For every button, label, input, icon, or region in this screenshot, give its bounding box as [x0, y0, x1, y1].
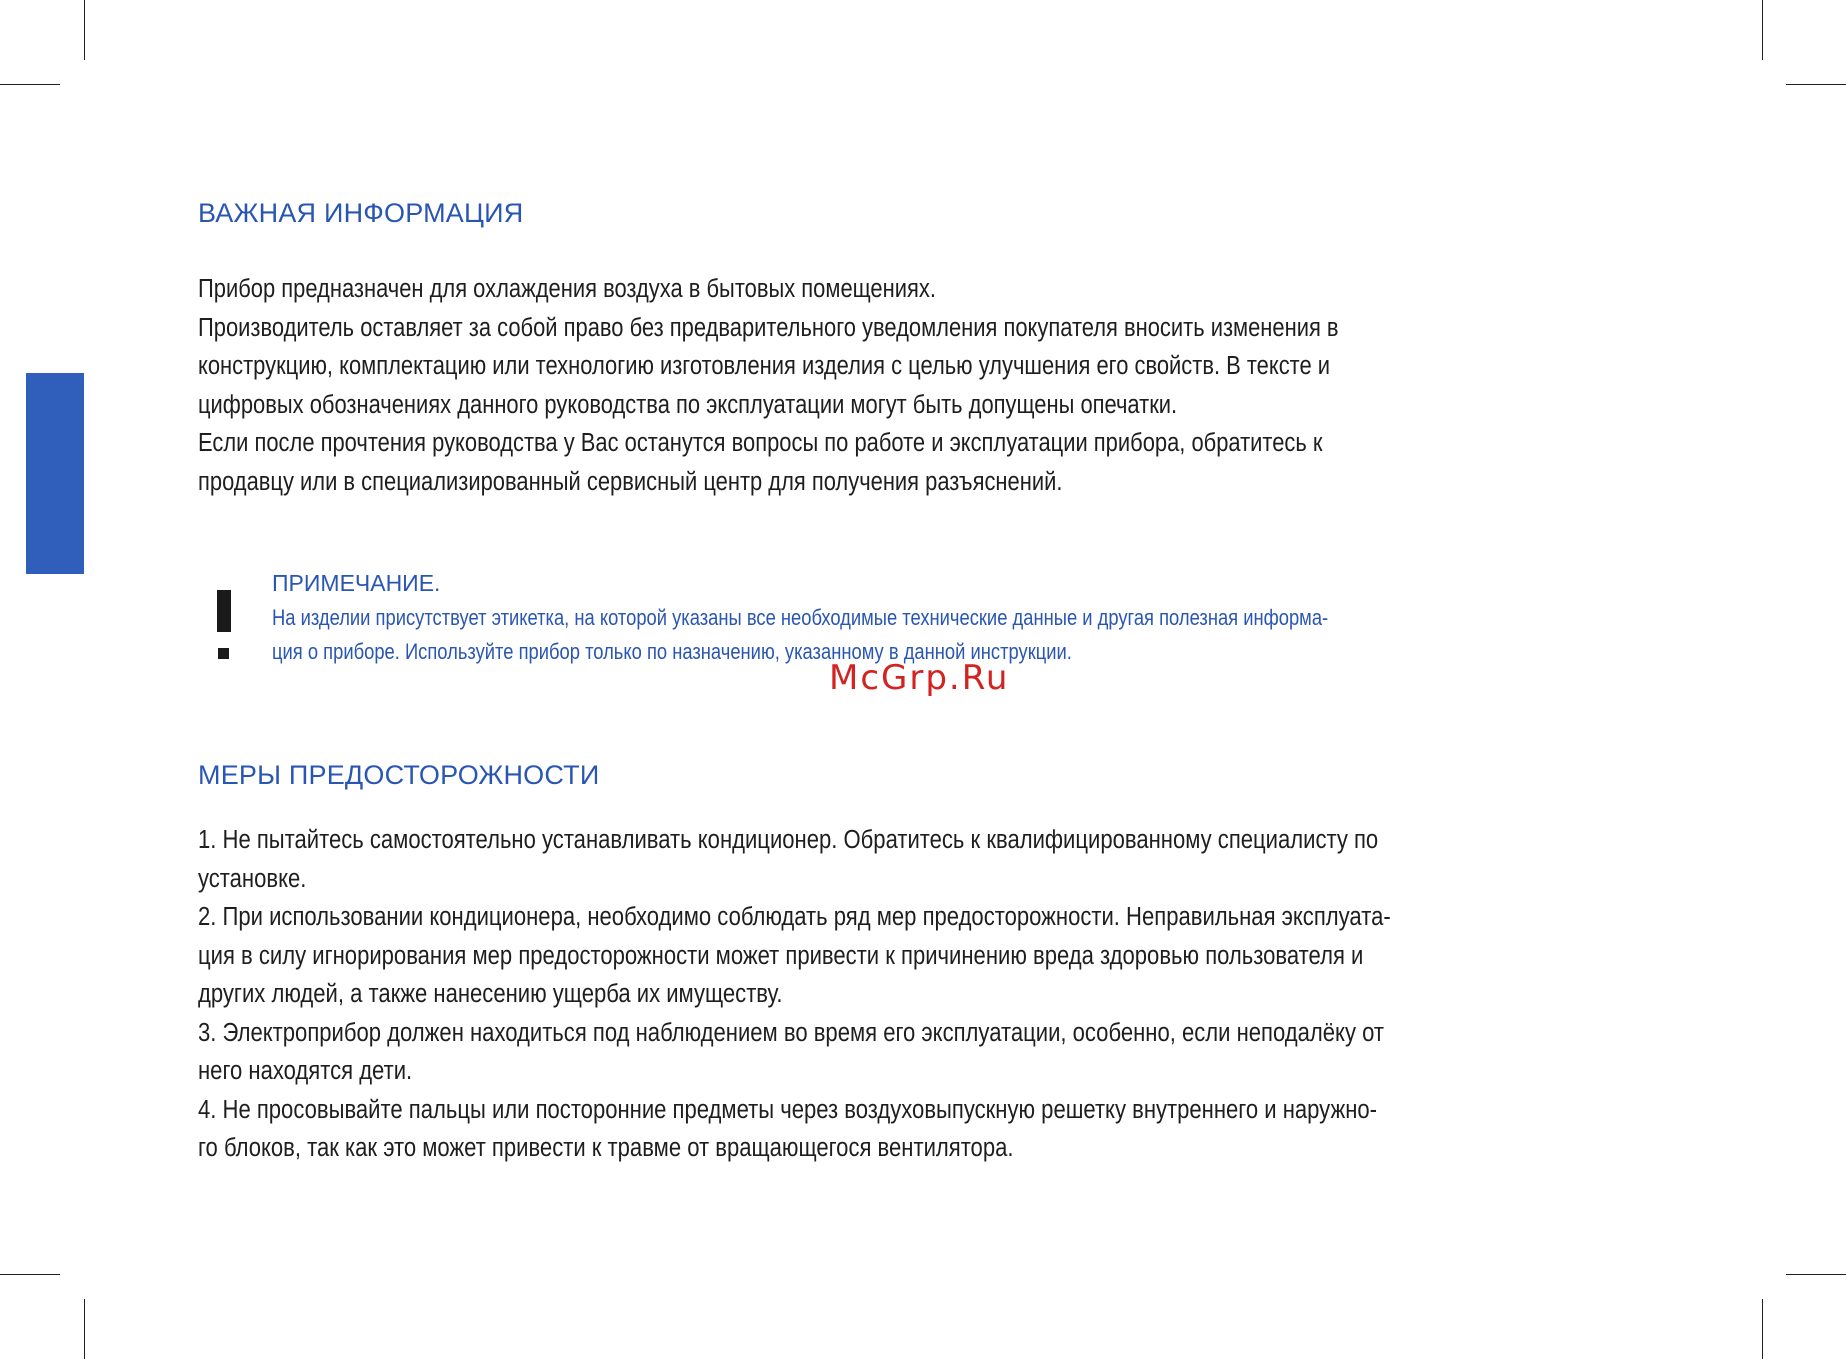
text-line: него находятся дети. — [198, 1057, 413, 1085]
watermark: McGrp.Ru — [829, 658, 1010, 698]
crop-mark — [0, 1274, 60, 1275]
text-line: других людей, а также нанесению ущерба их имуществу. — [198, 980, 783, 1008]
text-line: Если после прочтения руководства у Вас останутся вопросы по работе и эксплуатации прибора, обратитесь к — [198, 429, 1323, 457]
crop-mark — [84, 0, 85, 60]
note-title: ПРИМЕЧАНИЕ. — [272, 570, 441, 596]
text-line: продавцу или в специализированный сервисный центр для получения разъяснений. — [198, 467, 1063, 496]
crop-mark — [1786, 84, 1846, 85]
text-line: 3. Электроприбор должен находиться под наблюдением во время его эксплуатации, особенно, если неподалёку от — [198, 1018, 1385, 1047]
side-tab-marker — [26, 373, 84, 574]
crop-mark — [84, 1299, 85, 1359]
precautions-text — [198, 821, 1391, 1168]
note-line: ция о приборе. Используйте прибор только по назначению, указанному в данной инструкции. — [272, 639, 1072, 664]
text-line: 1. Не пытайтесь самостоятельно устанавливать кондиционер. Обратитесь к квалифицированному специалисту по — [198, 826, 1379, 854]
note-line: На изделии присутствует этикетка, на которой указаны все необходимые технические данные и другая полезная информа- — [272, 605, 1329, 630]
text-line: ция в силу игнорирования мер предосторожности может привести к причинению вреда здоровью пользователя и — [198, 941, 1364, 970]
text-line: Прибор предназначен для охлаждения воздуха в бытовых помещениях. — [198, 275, 936, 303]
text-line: установке. — [198, 864, 307, 893]
text-line: го блоков, так как это может привести к травме от вращающегося вентилятора. — [198, 1134, 1014, 1162]
heading-precautions: МЕРЫ ПРЕДОСТОРОЖНОСТИ — [198, 760, 600, 790]
note-text — [272, 601, 1328, 669]
text-line: конструкцию, комплектацию или технологию изготовления изделия с целью улучшения его свойств. В тексте и — [198, 352, 1331, 380]
heading-important-info: ВАЖНАЯ ИНФОРМАЦИЯ — [198, 198, 524, 228]
crop-mark — [0, 84, 60, 85]
crop-mark — [1762, 1299, 1763, 1359]
exclamation-icon — [217, 590, 231, 660]
crop-mark — [1786, 1274, 1846, 1275]
text-line: 2. При использовании кондиционера, необходимо соблюдать ряд мер предосторожности. Неправильная эксплуата- — [198, 903, 1391, 931]
text-line: 4. Не просовывайте пальцы или посторонние предметы через воздуховыпускную решетку внутреннего и наружно- — [198, 1095, 1378, 1124]
text-line: Производитель оставляет за собой право без предварительного уведомления покупателя вносить изменения в — [198, 313, 1339, 342]
important-info-text — [198, 270, 1339, 501]
crop-mark — [1762, 0, 1763, 60]
text-line: цифровых обозначениях данного руководства по эксплуатации могут быть допущены опечатки. — [198, 390, 1178, 419]
